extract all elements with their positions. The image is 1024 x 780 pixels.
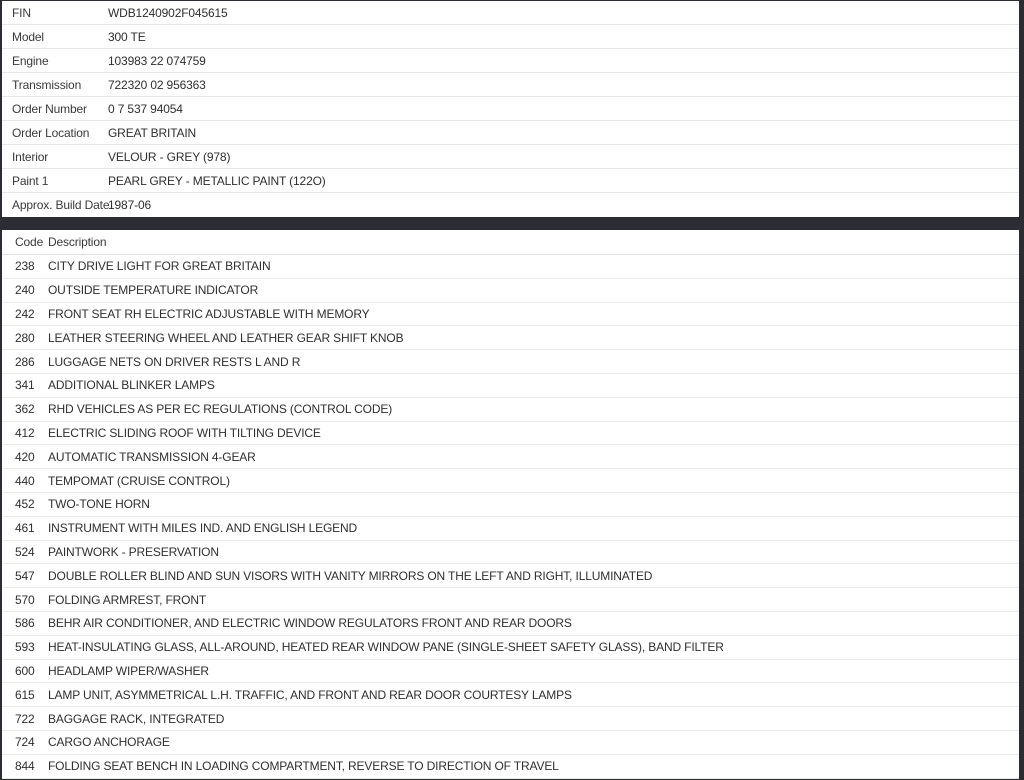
- option-description: CARGO ANCHORAGE: [48, 735, 170, 750]
- info-label: Model: [12, 29, 44, 44]
- info-value: 722320 02 956363: [108, 77, 206, 92]
- option-description: PAINTWORK - PRESERVATION: [48, 544, 219, 559]
- option-code: 440: [15, 473, 35, 488]
- option-description: TWO-TONE HORN: [48, 497, 150, 512]
- option-description: ELECTRIC SLIDING ROOF WITH TILTING DEVICE: [48, 425, 321, 440]
- option-code: 586: [15, 616, 35, 631]
- option-description: TEMPOMAT (CRUISE CONTROL): [48, 473, 230, 488]
- info-value: WDB1240902F045615: [108, 5, 228, 20]
- info-label: Order Number: [12, 101, 87, 116]
- option-code: 362: [15, 402, 35, 417]
- vehicle-info-row: [2, 1, 1019, 25]
- info-value: 0 7 537 94054: [108, 101, 183, 116]
- option-code-row: [2, 398, 1019, 422]
- option-description: LAMP UNIT, ASYMMETRICAL L.H. TRAFFIC, AND FRONT AND REAR DOOR COURTESY LAMPS: [48, 687, 572, 702]
- option-code: 452: [15, 497, 35, 512]
- option-code: 844: [15, 759, 35, 774]
- option-code: 600: [15, 663, 35, 678]
- info-label: Interior: [12, 149, 49, 164]
- vehicle-info-row: [2, 169, 1019, 193]
- option-description: FRONT SEAT RH ELECTRIC ADJUSTABLE WITH MEMORY: [48, 306, 370, 321]
- info-label: Order Location: [12, 125, 90, 140]
- option-code: 593: [15, 640, 35, 655]
- option-description: ADDITIONAL BLINKER LAMPS: [48, 378, 215, 393]
- option-description: INSTRUMENT WITH MILES IND. AND ENGLISH LEGEND: [48, 521, 358, 536]
- option-code-row: [2, 303, 1019, 327]
- option-description: HEADLAMP WIPER/WASHER: [48, 663, 209, 678]
- option-description: CITY DRIVE LIGHT FOR GREAT BRITAIN: [48, 259, 271, 274]
- option-code: 461: [15, 521, 35, 536]
- option-code: 570: [15, 592, 35, 607]
- vehicle-info-row: [2, 145, 1019, 169]
- option-code: 240: [15, 283, 35, 298]
- option-code-row: [2, 636, 1019, 660]
- option-code-row: [2, 445, 1019, 469]
- option-description: LUGGAGE NETS ON DRIVER RESTS L AND R: [48, 354, 301, 369]
- datacard-content: [2, 1, 1019, 779]
- option-code: 524: [15, 544, 35, 559]
- option-code-row: [2, 255, 1019, 279]
- option-description: HEAT-INSULATING GLASS, ALL-AROUND, HEATED REAR WINDOW PANE (SINGLE-SHEET SAFETY GLASS), BAND FILTER: [48, 640, 724, 655]
- option-code-row: [2, 493, 1019, 517]
- vehicle-info-rows: [2, 1, 1019, 217]
- info-label: Transmission: [12, 77, 82, 92]
- option-description: LEATHER STEERING WHEEL AND LEATHER GEAR SHIFT KNOB: [48, 330, 404, 345]
- option-codes-rows: [2, 255, 1019, 779]
- info-label: FIN: [12, 5, 31, 20]
- info-value: PEARL GREY - METALLIC PAINT (122O): [108, 173, 326, 188]
- option-code-row: [2, 469, 1019, 493]
- code-column-header: Code: [15, 235, 44, 249]
- option-description: RHD VEHICLES AS PER EC REGULATIONS (CONTROL CODE): [48, 402, 393, 417]
- info-value: 103983 22 074759: [108, 53, 206, 68]
- option-code: 722: [15, 711, 35, 726]
- option-description: BEHR AIR CONDITIONER, AND ELECTRIC WINDOW REGULATORS FRONT AND REAR DOORS: [48, 616, 572, 631]
- option-code-row: [2, 660, 1019, 684]
- option-code-row: [2, 683, 1019, 707]
- option-code-row: [2, 541, 1019, 565]
- option-code-row: [2, 588, 1019, 612]
- option-code: 615: [15, 687, 35, 702]
- info-label: Paint 1: [12, 173, 49, 188]
- option-code-row: [2, 564, 1019, 588]
- option-code-row: [2, 374, 1019, 398]
- info-value: GREAT BRITAIN: [108, 125, 197, 140]
- option-code-row: [2, 707, 1019, 731]
- option-description: FOLDING ARMREST, FRONT: [48, 592, 207, 607]
- info-label: Engine: [12, 53, 49, 68]
- option-description: FOLDING SEAT BENCH IN LOADING COMPARTMENT, REVERSE TO DIRECTION OF TRAVEL: [48, 759, 559, 774]
- option-code-row: [2, 422, 1019, 446]
- info-value: 300 TE: [108, 29, 146, 44]
- option-code-row: [2, 279, 1019, 303]
- option-code: 547: [15, 568, 35, 583]
- vehicle-info-row: [2, 97, 1019, 121]
- option-description: OUTSIDE TEMPERATURE INDICATOR: [48, 283, 259, 298]
- vehicle-info-row: [2, 193, 1019, 217]
- option-code-row: [2, 350, 1019, 374]
- option-description: BAGGAGE RACK, INTEGRATED: [48, 711, 225, 726]
- option-code-row: [2, 731, 1019, 755]
- vehicle-info-row: [2, 73, 1019, 97]
- option-code: 242: [15, 306, 35, 321]
- vehicle-info-row: [2, 25, 1019, 49]
- option-code-row: [2, 517, 1019, 541]
- option-code: 724: [15, 735, 35, 750]
- option-description: DOUBLE ROLLER BLIND AND SUN VISORS WITH VANITY MIRRORS ON THE LEFT AND RIGHT, ILLUMINATED: [48, 568, 653, 583]
- option-code: 280: [15, 330, 35, 345]
- option-code-row: [2, 755, 1019, 779]
- option-description: AUTOMATIC TRANSMISSION 4-GEAR: [48, 449, 256, 464]
- vehicle-info-row: [2, 49, 1019, 73]
- option-code: 341: [15, 378, 35, 393]
- option-code: 286: [15, 354, 35, 369]
- info-value: 1987-06: [108, 198, 151, 212]
- option-code: 238: [15, 259, 35, 274]
- info-value: VELOUR - GREY (978): [108, 149, 231, 164]
- vehicle-info-row: [2, 121, 1019, 145]
- info-label: Approx. Build Date: [12, 198, 110, 212]
- option-code: 420: [15, 449, 35, 464]
- option-code-row: [2, 326, 1019, 350]
- option-codes-table: [2, 230, 1019, 779]
- vehicle-info-table: [2, 1, 1019, 217]
- option-codes-header-row: [2, 230, 1019, 255]
- option-code: 412: [15, 425, 35, 440]
- option-code-row: [2, 612, 1019, 636]
- description-column-header: Description: [48, 235, 107, 249]
